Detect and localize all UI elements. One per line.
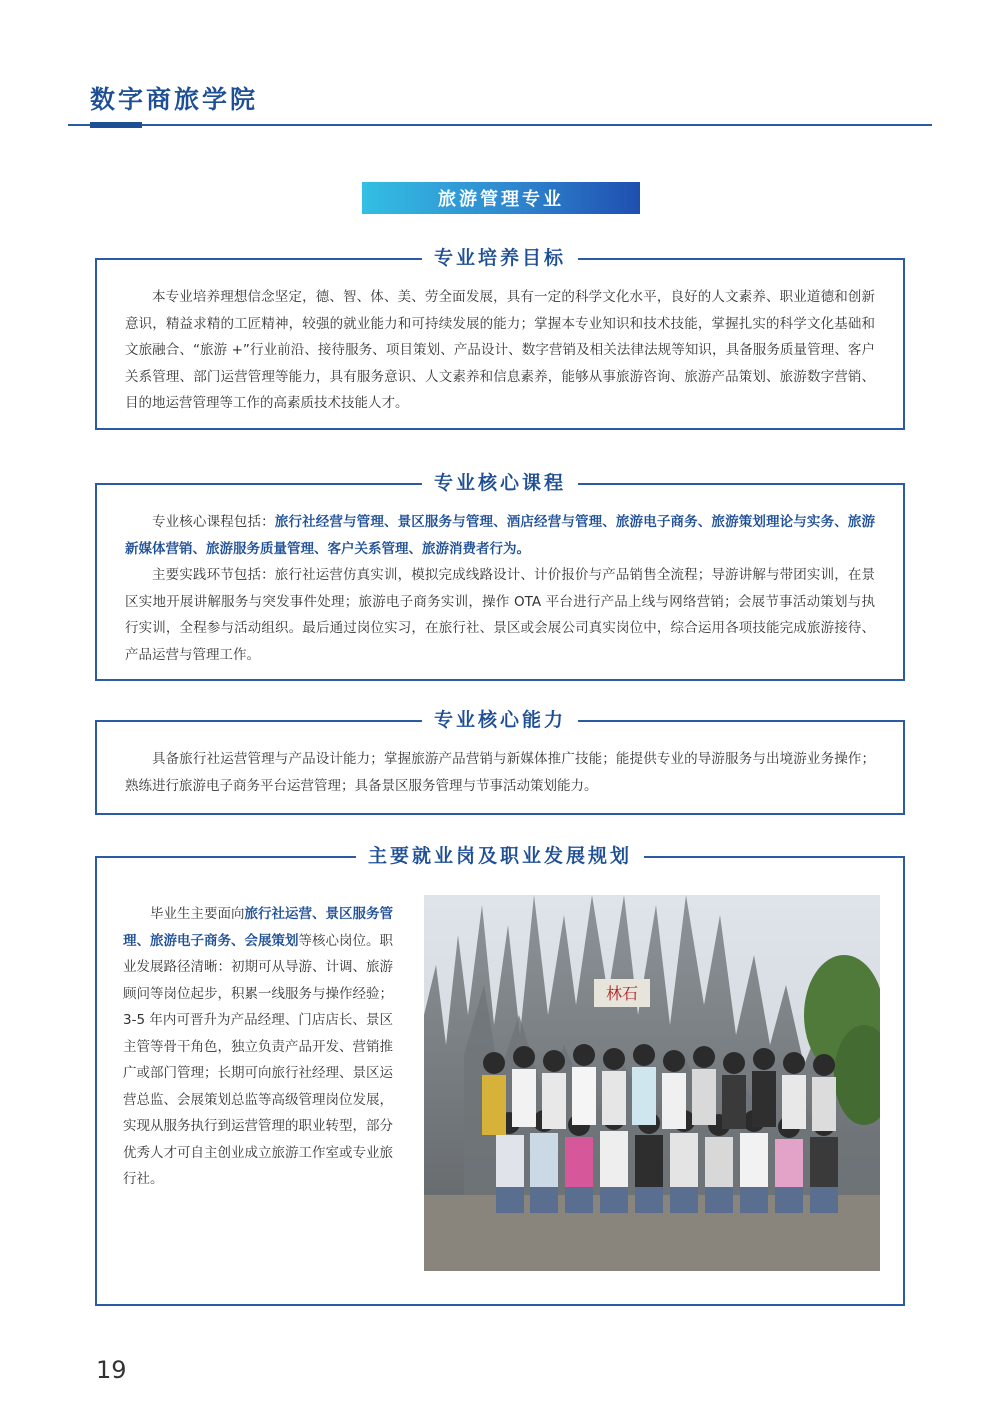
- photo-sign-text: 林石: [605, 984, 639, 1003]
- courses-paragraph: [125, 509, 875, 562]
- header-divider: [68, 124, 932, 126]
- section-goal-body: [97, 260, 903, 417]
- page-number: 19: [96, 1356, 127, 1384]
- employment-posts: 旅行社运营、景区服务管理、旅游电子商务、会展策划: [123, 906, 393, 949]
- courses-intro: 专业核心课程包括：: [152, 514, 275, 530]
- employment-paragraph: [123, 901, 393, 1193]
- section-courses-body: [97, 485, 903, 668]
- section-employment: [95, 845, 905, 1306]
- ability-text: 具备旅行社运营管理与产品设计能力；掌握旅游产品营销与新媒体推广技能；能提供专业的导游服务与出境游业务操作；熟练进行旅游电子商务平台运营管理；具备景区服务管理与节事活动策划能力。: [125, 751, 875, 794]
- section-employment-title: 主要就业岗及职业发展规划: [356, 843, 644, 869]
- major-banner: 旅游管理专业: [362, 182, 640, 214]
- section-courses: [95, 472, 905, 681]
- employment-body: [123, 901, 393, 1193]
- section-courses-title: 专业核心课程: [422, 470, 578, 496]
- section-ability: [95, 709, 905, 815]
- section-ability-title: 专业核心能力: [422, 707, 578, 733]
- group-photo: [424, 895, 880, 1271]
- college-title: 数字商旅学院: [90, 85, 259, 114]
- section-goal-title: 专业培养目标: [422, 245, 578, 271]
- section-goal: [95, 247, 905, 430]
- employment-pre: 毕业生主要面向: [150, 906, 245, 922]
- employment-post: 等核心岗位。职业发展路径清晰：初期可从导游、计调、旅游顾问等岗位起步，积累一线服务与操作经验；3-5 年内可晋升为产品经理、门店店长、景区主管等骨干角色，独立负责产品开发、营销推广或部门管理；长期可向旅行社经理、景区运营总监、会展策划总监等高级管理岗位发展，实现从服务执行到运营管理的职业转型，部分优秀人才可自主创业成立旅游工作室或专业旅行社。: [123, 932, 393, 1187]
- group-photo-illustration: [424, 895, 880, 1271]
- section-ability-body: [97, 722, 903, 799]
- courses-list: 旅行社经营与管理、景区服务与管理、酒店经营与管理、旅游电子商务、旅游策划理论与实务、旅游新媒体营销、旅游服务质量管理、客户关系管理、旅游消费者行为。: [125, 514, 876, 557]
- header-accent-bar: [90, 122, 142, 128]
- goal-text: 本专业培养理想信念坚定，德、智、体、美、劳全面发展，具有一定的科学文化水平，良好的人文素养、职业道德和创新意识，精益求精的工匠精神，较强的就业能力和可持续发展的能力；掌握本专业知识和技术技能，掌握扎实的科学文化基础和文旅融合、“旅游 +”行业前沿、接待服务、项目策划、产品设计、数字营销及相关法律法规等知识，具备服务质量管理、客户关系管理、部门运营管理等能力，具有服务意识、人文素养和信息素养，能够从事旅游咨询、旅游产品策划、旅游数字营销、目的地运营管理等工作的高素质技术技能人才。: [125, 289, 875, 411]
- courses-practice: 主要实践环节包括：旅行社运营仿真实训，模拟完成线路设计、计价报价与产品销售全流程；导游讲解与带团实训，在景区实地开展讲解服务与突发事件处理；旅游电子商务实训，操作 OTA 平台进行产品上线与网络营销；会展节事活动策划与执行实训，全程参与活动组织。最后通过岗位实习，在旅行社、景区或会展公司真实岗位中，综合运用各项技能完成旅游接待、产品运营与管理工作。: [125, 567, 875, 663]
